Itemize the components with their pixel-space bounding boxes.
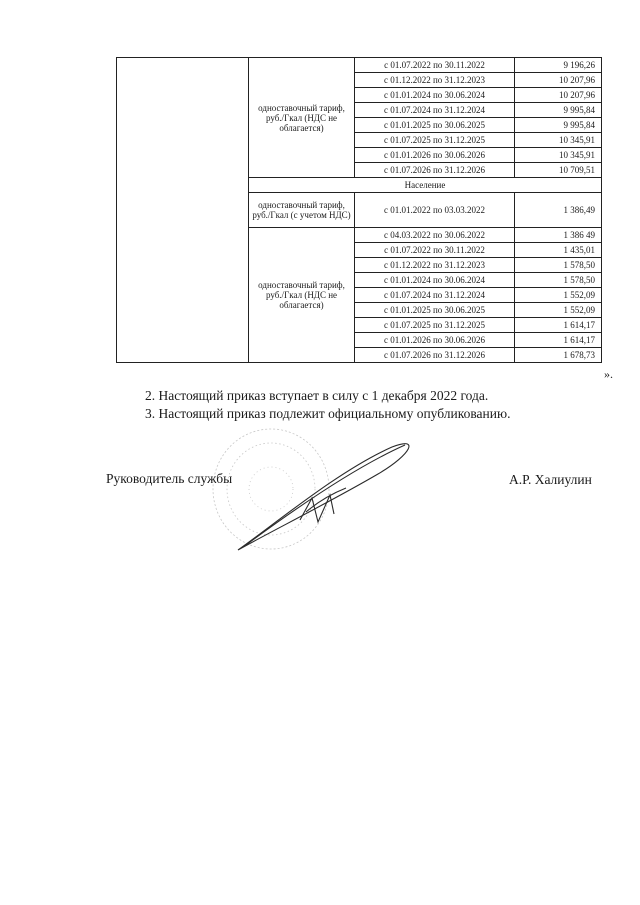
period-cell: с 01.07.2026 по 31.12.2026 bbox=[355, 163, 515, 178]
value-cell: 1 614,17 bbox=[515, 318, 602, 333]
period-cell: с 01.01.2025 по 30.06.2025 bbox=[355, 118, 515, 133]
value-cell: 1 578,50 bbox=[515, 258, 602, 273]
signatory-name: А.Р. Халиулин bbox=[509, 472, 592, 487]
value-cell: 1 552,09 bbox=[515, 288, 602, 303]
value-cell: 1 386,49 bbox=[515, 193, 602, 228]
period-cell: с 01.07.2025 по 31.12.2025 bbox=[355, 133, 515, 148]
section-label: Население bbox=[249, 178, 602, 193]
value-cell: 10 709,51 bbox=[515, 163, 602, 178]
period-cell: с 01.07.2024 по 31.12.2024 bbox=[355, 288, 515, 303]
value-cell: 9 995,84 bbox=[515, 103, 602, 118]
signatory-position: Руководитель службы bbox=[106, 471, 233, 486]
tariff-label-cell: одноставочный тариф, руб./Гкал (с учетом НДС) bbox=[249, 193, 355, 228]
period-cell: с 01.07.2022 по 30.11.2022 bbox=[355, 58, 515, 73]
handwritten-signature bbox=[238, 444, 409, 550]
value-cell: 1 386 49 bbox=[515, 228, 602, 243]
period-cell: с 01.01.2026 по 30.06.2026 bbox=[355, 333, 515, 348]
value-cell: 10 207,96 bbox=[515, 88, 602, 103]
value-cell: 10 345,91 bbox=[515, 133, 602, 148]
value-cell: 1 435,01 bbox=[515, 243, 602, 258]
value-cell: 1 614,17 bbox=[515, 333, 602, 348]
paragraph-effective-date: 2. Настоящий приказ вступает в силу с 1 декабря 2022 года. bbox=[145, 388, 489, 403]
tariff-label-cell: одноставочный тариф, руб./Гкал (НДС не облагается) bbox=[249, 58, 355, 178]
period-cell: с 01.01.2026 по 30.06.2026 bbox=[355, 148, 515, 163]
period-cell: с 01.12.2022 по 31.12.2023 bbox=[355, 258, 515, 273]
value-cell: 1 552,09 bbox=[515, 303, 602, 318]
official-stamp bbox=[213, 429, 329, 549]
tariff-label-cell: одноставочный тариф, руб./Гкал (НДС не облагается) bbox=[249, 228, 355, 363]
period-cell: с 01.12.2022 по 31.12.2023 bbox=[355, 73, 515, 88]
period-cell: с 01.07.2026 по 31.12.2026 bbox=[355, 348, 515, 363]
period-cell: с 01.01.2022 по 03.03.2022 bbox=[355, 193, 515, 228]
value-cell: 10 345,91 bbox=[515, 148, 602, 163]
period-cell: с 04.03.2022 по 30.06.2022 bbox=[355, 228, 515, 243]
value-cell: 1 678,73 bbox=[515, 348, 602, 363]
period-cell: с 01.07.2022 по 30.11.2022 bbox=[355, 243, 515, 258]
value-cell: 1 578,50 bbox=[515, 273, 602, 288]
paragraph-publication: 3. Настоящий приказ подлежит официальному опубликованию. bbox=[145, 406, 511, 421]
value-cell: 10 207,96 bbox=[515, 73, 602, 88]
period-cell: с 01.01.2024 по 30.06.2024 bbox=[355, 88, 515, 103]
closing-quote: ». bbox=[604, 367, 613, 381]
period-cell: с 01.01.2024 по 30.06.2024 bbox=[355, 273, 515, 288]
period-cell: с 01.01.2025 по 30.06.2025 bbox=[355, 303, 515, 318]
value-cell: 9 995,84 bbox=[515, 118, 602, 133]
period-cell: с 01.07.2025 по 31.12.2025 bbox=[355, 318, 515, 333]
period-cell: с 01.07.2024 по 31.12.2024 bbox=[355, 103, 515, 118]
value-cell: 9 196,26 bbox=[515, 58, 602, 73]
